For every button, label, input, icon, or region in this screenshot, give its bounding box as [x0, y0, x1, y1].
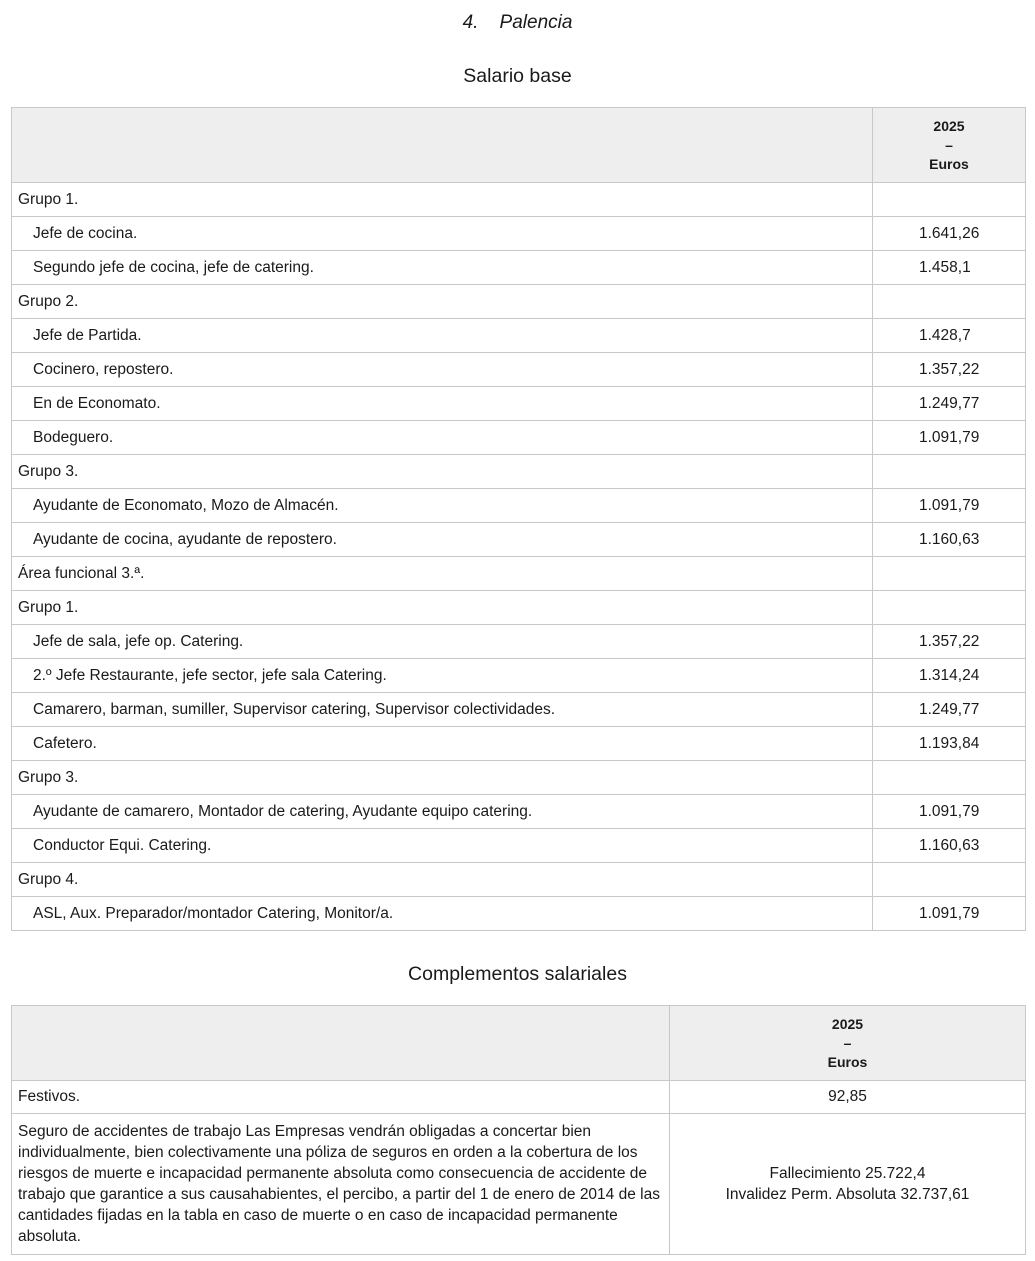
- group-label: Grupo 1.: [12, 591, 873, 625]
- salary-value-cell: [873, 727, 1026, 761]
- position-label: Cafetero.: [12, 727, 873, 761]
- salary-value-cell: [873, 897, 1026, 931]
- position-label: Camarero, barman, sumiller, Supervisor catering, Supervisor colectividades.: [12, 693, 873, 727]
- table-row: [12, 591, 1026, 625]
- table-row: [12, 523, 1026, 557]
- salary-value-cell: [873, 217, 1026, 251]
- table-header-row: [12, 1006, 1026, 1081]
- salary-value-cell: [873, 693, 1026, 727]
- salary-value: 1.193,84: [919, 734, 980, 752]
- group-label: Grupo 4.: [12, 863, 873, 897]
- salary-value: 1.091,79: [919, 496, 980, 514]
- table-row: [12, 319, 1026, 353]
- header-unit: Euros: [929, 155, 969, 172]
- seguro-value-fallecimiento: Fallecimiento 25.722,4: [769, 1165, 926, 1182]
- header-year-cell: [873, 108, 1026, 183]
- table-row: [12, 421, 1026, 455]
- salary-value-cell: [873, 183, 1026, 217]
- complementos-table: [11, 1005, 1026, 1255]
- salary-value-cell: [873, 795, 1026, 829]
- table-row: [12, 795, 1026, 829]
- seguro-value-cell: [670, 1114, 1026, 1255]
- salary-value-cell: [873, 319, 1026, 353]
- header-unit: Euros: [827, 1053, 868, 1070]
- seguro-value-invalidez: Invalidez Perm. Absoluta 32.737,61: [725, 1186, 970, 1203]
- group-label: Grupo 2.: [12, 285, 873, 319]
- table-row: [12, 217, 1026, 251]
- festivos-label: Festivos.: [12, 1081, 670, 1114]
- salary-value: 1.458,1: [919, 258, 971, 276]
- salary-value-cell: [873, 387, 1026, 421]
- salary-value: 1.357,22: [919, 632, 980, 650]
- header-year-cell: [670, 1006, 1026, 1081]
- table-row: [12, 387, 1026, 421]
- salary-value: 1.249,77: [919, 700, 980, 718]
- table-row: [12, 1081, 1026, 1114]
- position-label: Conductor Equi. Catering.: [12, 829, 873, 863]
- salary-value-cell: [873, 489, 1026, 523]
- table-row: [12, 1114, 1026, 1255]
- festivos-value: 92,85: [670, 1081, 1026, 1114]
- salary-value-cell: [873, 353, 1026, 387]
- table-header-row: [12, 108, 1026, 183]
- position-label: En de Economato.: [12, 387, 873, 421]
- section-heading: [0, 12, 1035, 34]
- salary-value-cell: [873, 591, 1026, 625]
- table-row: [12, 489, 1026, 523]
- seguro-label: Seguro de accidentes de trabajo Las Empresas vendrán obligadas a concertar bien individualmente, bien colectivamente una póliza de seguros en orden a la cobertura de los riesgos de muerte e incapacidad permanente absoluta como consecuencia de accidente de trabajo que garantice a sus causahabientes, el percibo, a partir del 1 de enero de 2014 de las cantidades fijadas en la tabla en caso de muerte o en caso de incapacidad permanente absoluta.: [12, 1114, 670, 1255]
- table-row: [12, 761, 1026, 795]
- salary-value: 1.091,79: [919, 802, 980, 820]
- salary-value-cell: [873, 421, 1026, 455]
- salary-value-cell: [873, 251, 1026, 285]
- salary-value-cell: [873, 523, 1026, 557]
- header-dash: –: [843, 1034, 852, 1051]
- table-row: [12, 863, 1026, 897]
- header-year: 2025: [933, 117, 965, 134]
- salary-value-cell: [873, 557, 1026, 591]
- salary-value: 1.428,7: [919, 326, 971, 344]
- table-row: [12, 455, 1026, 489]
- salary-value: 1.249,77: [919, 394, 980, 412]
- group-label: Grupo 1.: [12, 183, 873, 217]
- salary-value-cell: [873, 829, 1026, 863]
- position-label: ASL, Aux. Preparador/montador Catering, Monitor/a.: [12, 897, 873, 931]
- salary-value-cell: [873, 761, 1026, 795]
- complementos-title: Complementos salariales: [408, 963, 627, 985]
- section-name: Palencia: [499, 12, 573, 33]
- position-label: Jefe de Partida.: [12, 319, 873, 353]
- table-row: [12, 659, 1026, 693]
- position-label: 2.º Jefe Restaurante, jefe sector, jefe sala Catering.: [12, 659, 873, 693]
- header-label-cell: [12, 1006, 670, 1081]
- group-label: Grupo 3.: [12, 761, 873, 795]
- header-year: 2025: [831, 1015, 864, 1032]
- group-label: Área funcional 3.ª.: [12, 557, 873, 591]
- salary-value: 1.357,22: [919, 360, 980, 378]
- table-row: [12, 625, 1026, 659]
- group-label: Grupo 3.: [12, 455, 873, 489]
- salary-value: 1.160,63: [919, 836, 980, 854]
- table-row: [12, 285, 1026, 319]
- salary-value: 1.641,26: [919, 224, 980, 242]
- position-label: Ayudante de camarero, Montador de catering, Ayudante equipo catering.: [12, 795, 873, 829]
- salary-value-cell: [873, 863, 1026, 897]
- table-row: [12, 897, 1026, 931]
- salary-value-cell: [873, 659, 1026, 693]
- table-row: [12, 353, 1026, 387]
- position-label: Ayudante de cocina, ayudante de repostero.: [12, 523, 873, 557]
- header-dash: –: [945, 136, 953, 153]
- position-label: Jefe de cocina.: [12, 217, 873, 251]
- table-row: [12, 183, 1026, 217]
- position-label: Bodeguero.: [12, 421, 873, 455]
- salary-value: 1.091,79: [919, 428, 980, 446]
- salary-value-cell: [873, 455, 1026, 489]
- position-label: Cocinero, repostero.: [12, 353, 873, 387]
- position-label: Jefe de sala, jefe op. Catering.: [12, 625, 873, 659]
- salario-base-title: Salario base: [463, 65, 572, 87]
- table-row: [12, 557, 1026, 591]
- salary-value: 1.091,79: [919, 904, 980, 922]
- salary-value: 1.160,63: [919, 530, 980, 548]
- section-number: 4.: [462, 12, 479, 33]
- position-label: Ayudante de Economato, Mozo de Almacén.: [12, 489, 873, 523]
- salary-value-cell: [873, 285, 1026, 319]
- table-row: [12, 251, 1026, 285]
- position-label: Segundo jefe de cocina, jefe de catering.: [12, 251, 873, 285]
- table-row: [12, 829, 1026, 863]
- header-label-cell: [12, 108, 873, 183]
- table-row: [12, 693, 1026, 727]
- salario-base-body: [12, 183, 1026, 931]
- salario-base-table: [11, 107, 1026, 931]
- salary-value: 1.314,24: [919, 666, 980, 684]
- salary-value-cell: [873, 625, 1026, 659]
- table-row: [12, 727, 1026, 761]
